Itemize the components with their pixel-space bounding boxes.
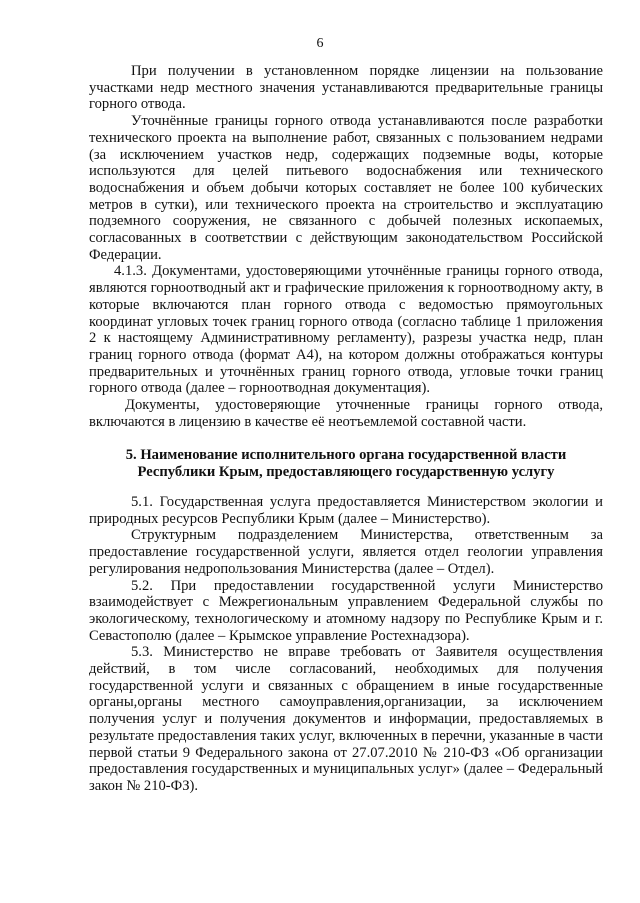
section-5-text — [89, 494, 603, 795]
paragraph-4-1-3: 4.1.3. Документами, удостоверяющими уточнённые границы горного отвода, являются горноотводный акт и графические приложения к горноотводному акту, в которые включаются план горного отвода с ведомостью прямоугольных координат угловых точек границ горного отвода (согласно таблице 1 приложения 2 к настоящему Административному регламенту), разрезы участка недр, план границ горного отвода (формат А4), на котором должны отображаться контуры предварительных и уточнённых границ горного отвода, угловые точки границ горного отвода (далее – горноотводная документация). — [89, 263, 603, 397]
heading-line-1: 5. Наименование исполнительного органа государственной власти — [125, 447, 567, 463]
section-4-text — [89, 63, 603, 430]
paragraph-5-1: 5.1. Государственная услуга предоставляется Министерством экологии и природных ресурсов Республики Крым (далее – Министерство). — [89, 494, 603, 527]
section-5-heading — [89, 447, 603, 481]
paragraph-refined-boundaries: Уточнённые границы горного отвода устанавливаются после разработки технического проекта на выполнение работ, связанных с пользованием недрами (за исключением участков недр, содержащих подземные воды, которые используются для целей питьевого водоснабжения или технического водоснабжения и объем добычи которых составляет не более 100 кубических метров в сутки), или технического проекта на строительство и эксплуатацию подземного сооружения, не связанного с добычей полезных ископаемых, согласованных в соответствии с действующим законодательством Российской Федерации. — [89, 113, 603, 263]
paragraph-license-documents: Документы, удостоверяющие уточненные границы горного отвода, включаются в лицензию в качестве её неотъемлемой составной части. — [89, 397, 603, 430]
page-number: 6 — [316, 36, 324, 51]
paragraph-preliminary-boundaries: При получении в установленном порядке лицензии на пользование участками недр местного значения устанавливаются предварительные границы горного отвода. — [89, 63, 603, 113]
paragraph-structural-unit: Структурным подразделением Министерства, ответственным за предоставление государственной услуги, является отдел геологии управления регулирования недропользования Министерства (далее – Отдел). — [89, 527, 603, 577]
paragraph-5-3: 5.3. Министерство не вправе требовать от Заявителя осуществления действий, в том числе согласований, необходимых для получения государственной услуги и связанных с обращением в иные государственные органы,органы местного самоуправления,организации, за исключением получения услуг и получения документов и информации, предоставляемых в результате предоставления таких услуг, включенных в перечни, указанные в части первой статьи 9 Федерального закона от 27.07.2010 № 210-ФЗ «Об организации предоставления государственных и муниципальных услуг» (далее – Федеральный закон № 210-ФЗ). — [89, 644, 603, 794]
paragraph-5-2: 5.2. При предоставлении государственной услуги Министерство взаимодействует с Межрегиональным управлением Федеральной службы по экологическому, технологическому и атомному надзору по Республике Крым и г. Севастополю (далее – Крымское управление Ростехнадзора). — [89, 577, 603, 644]
heading-line-2: Республики Крым, предоставляющего государственную услугу — [137, 464, 555, 480]
